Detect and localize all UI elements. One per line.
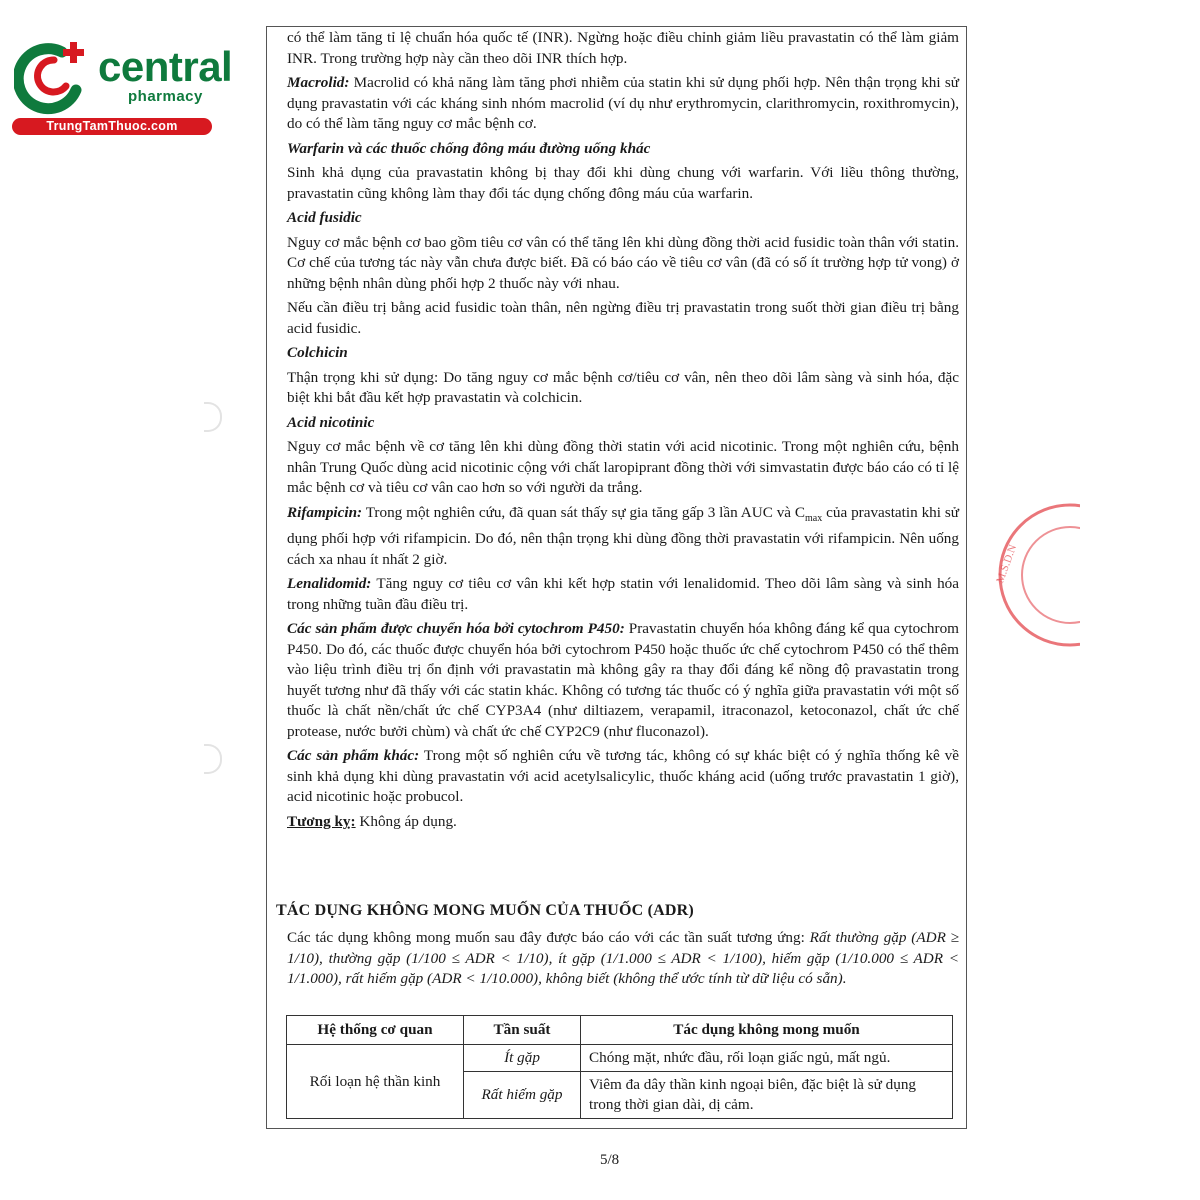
- p450-label: Các sản phẩm được chuyển hóa bởi cytochrom P450:: [287, 620, 625, 638]
- lenalidomid-text: Tăng nguy cơ tiêu cơ vân khi kết hợp statin với lenalidomid. Theo dõi lâm sàng và sinh hóa trong những tuần đầu điều trị.: [287, 575, 959, 613]
- document-body: [287, 28, 959, 836]
- frequency-cell: Rất hiếm gặp: [464, 1072, 581, 1119]
- adr-intro-frequencies: Rất thường gặp (ADR ≥ 1/10), thường gặp (1/100 ≤ ADR < 1/10), ít gặp (1/1.000 ≤ ADR < 1/100), hiếm gặp (1/10.000 ≤ ADR < 1/1.000), rất hiếm gặp (ADR < 1/10.000), không biết (không thể ước tính từ dữ liệu có sẵn).: [287, 929, 959, 987]
- cmax-subscript: max: [805, 512, 823, 524]
- fusidic-paragraph-2: Nếu cần điều trị bằng acid fusidic toàn thân, nên ngừng điều trị pravastatin trong suốt thời gian điều trị bằng acid fusidic.: [287, 299, 959, 337]
- nicotinic-heading: Acid nicotinic: [287, 413, 375, 431]
- rifampicin-text-b: của pravastatin khi sử dụng phối hợp với rifampicin. Do đó, nên thận trọng khi dùng đồng thời pravastatin với rifampicin. Nên uống cách xa nhau ít nhất 2 giờ.: [287, 503, 959, 568]
- colchicin-heading: Colchicin: [287, 344, 348, 361]
- adr-table-header-row: [287, 1016, 953, 1045]
- header-frequency: Tần suất: [464, 1016, 581, 1045]
- central-pharmacy-logo: [10, 36, 233, 136]
- nicotinic-paragraph: Nguy cơ mắc bệnh về cơ tăng lên khi dùng đồng thời statin với acid nicotinic. Trong một nghiên cứu, bệnh nhân Trung Quốc dùng acid nicotinic cộng với chất laropiprant đồng thời với simvastatin được báo cáo có tỉ lệ mắc bệnh cơ và tiêu cơ vân cao hơn so với người da trắng.: [287, 438, 959, 496]
- header-organ-system: Hệ thống cơ quan: [287, 1016, 464, 1045]
- adr-intro: [287, 928, 959, 990]
- logo-website: TrungTamThuoc.com: [12, 118, 212, 135]
- rifampicin-text-a: Trong một nghiên cứu, đã quan sát thấy sự gia tăng gấp 3 lần AUC và C: [362, 503, 806, 521]
- p450-paragraph: [287, 619, 959, 742]
- adr-intro-plain: Các tác dụng không mong muốn sau đây được báo cáo với các tần suất tương ứng:: [287, 929, 810, 946]
- fusidic-paragraph-1: Nguy cơ mắc bệnh cơ bao gồm tiêu cơ vân có thể tăng lên khi dùng đồng thời acid fusidic toàn thân với statin. Cơ chế của tương tác này vẫn chưa được biết. Đã có báo cáo về tiêu cơ vân (đã có số ít trường hợp tử vong) ở những bệnh nhân dùng phối hợp 2 thuốc này với nhau.: [287, 233, 959, 292]
- logo-brand: central: [98, 43, 233, 90]
- rifampicin-paragraph: [287, 503, 959, 571]
- effect-cell: Chóng mặt, nhức đầu, rối loạn giấc ngủ, mất ngủ.: [581, 1045, 953, 1072]
- header-adverse-effect: Tác dụng không mong muốn: [581, 1016, 953, 1045]
- warfarin-heading: Warfarin và các thuốc chống đông máu đường uống khác: [287, 139, 651, 157]
- organ-system-cell: Rối loạn hệ thần kinh: [287, 1045, 464, 1119]
- rifampicin-label: Rifampicin:: [287, 503, 363, 521]
- red-stamp: [990, 500, 1080, 650]
- adr-table: [286, 1015, 953, 1119]
- fusidic-heading: Acid fusidic: [287, 209, 362, 226]
- incompatibility-paragraph: [287, 812, 959, 833]
- colchicin-paragraph: Thận trọng khi sử dụng: Do tăng nguy cơ mắc bệnh cơ/tiêu cơ vân, nên theo dõi lâm sàng và sinh hóa, đặc biệt khi bắt đầu kết hợp pravastatin và colchicin.: [287, 368, 959, 406]
- macrolid-paragraph: [287, 73, 959, 135]
- page-number: 5/8: [600, 1152, 620, 1168]
- macrolid-label: Macrolid:: [287, 74, 350, 91]
- other-products-text: Trong một số nghiên cứu về tương tác, không có sự khác biệt có ý nghĩa thống kê về sinh khả dụng khi dùng pravastatin với acid acetylsalicylic, thuốc kháng acid (uống trước pravastatin 1 giờ), acid nicotinic hoặc probucol.: [287, 747, 960, 806]
- pharmacy-cross-icon: [14, 38, 94, 116]
- other-products-paragraph: [287, 746, 959, 808]
- incompatibility-text: Không áp dụng.: [355, 812, 457, 830]
- macrolid-text: Macrolid có khả năng làm tăng phơi nhiễm của statin khi sử dụng phối hợp. Nên thận trọng khi sử dụng pravastatin với các kháng sinh nhóm macrolid (ví dụ như erythromycin, clarithromycin, roxithromycin), do có thể làm tăng nguy cơ mắc bệnh cơ.: [287, 74, 959, 132]
- frequency-cell: Ít gặp: [464, 1045, 581, 1072]
- other-products-label: Các sản phẩm khác:: [287, 747, 420, 765]
- incompatibility-label: Tương kỵ:: [287, 812, 356, 830]
- table-row: [287, 1045, 953, 1072]
- effect-cell: Viêm đa dây thần kinh ngoại biên, đặc biệt là sử dụng trong thời gian dài, dị cảm.: [581, 1072, 953, 1119]
- p450-text: Pravastatin chuyển hóa không đáng kể qua cytochrom P450. Do đó, các thuốc được chuyển hóa bởi cytochrom P450 hoặc thuốc ức chế cytochrom P450 có thể thêm vào liệu trình điều trị ổn định với pravastatin mà không gây ra thay đổi đáng kể nồng độ pravastatin trong huyết tương như đã thấy với các statin khác. Không có tương tác thuốc có ý nghĩa giữa pravastatin với một số thuốc là chất nền/chất ức chế CYP3A4 (như diltiazem, verapamil, itraconazol, ketoconazol, chất ức chế protease, nước bưởi chùm) và chất ức chế CYP2C9 (như fluconazol).: [287, 620, 959, 740]
- punch-hole-bottom: [204, 744, 222, 774]
- svg-text:M.S.D.N: M.S.D.N: [994, 543, 1020, 585]
- inr-paragraph: có thể làm tăng tỉ lệ chuẩn hóa quốc tế (INR). Ngừng hoặc điều chỉnh giảm liều pravastatin có thể làm giảm INR. Trong trường hợp này cần theo dõi INR thích hợp.: [287, 29, 959, 67]
- warfarin-paragraph: Sinh khả dụng của pravastatin không bị thay đổi khi dùng chung với warfarin. Với liều thông thường, pravastatin cũng không làm thay đổi tác dụng chống đông máu của warfarin.: [287, 164, 959, 202]
- lenalidomid-label: Lenalidomid:: [287, 575, 372, 593]
- punch-hole-top: [204, 402, 222, 432]
- lenalidomid-paragraph: [287, 574, 959, 615]
- adr-section-title: TÁC DỤNG KHÔNG MONG MUỐN CỦA THUỐC (ADR): [276, 902, 694, 919]
- logo-subtitle: pharmacy: [128, 88, 203, 105]
